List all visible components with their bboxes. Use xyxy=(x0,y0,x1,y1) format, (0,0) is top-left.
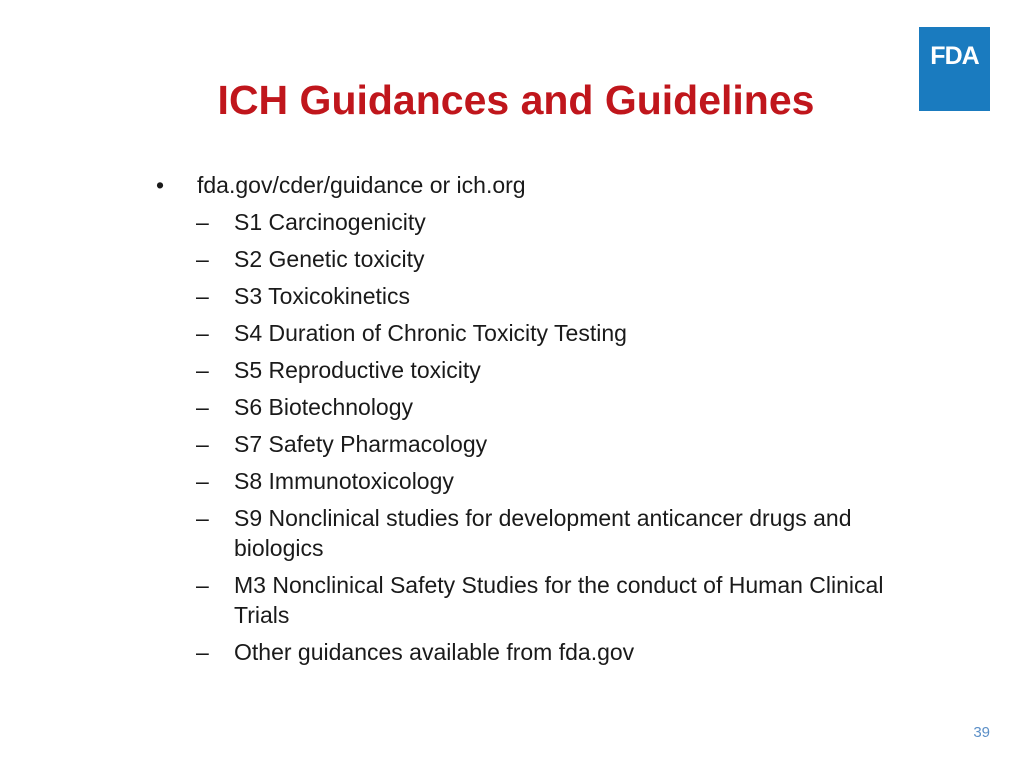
sub-item-text: S7 Safety Pharmacology xyxy=(234,431,488,457)
page-number: 39 xyxy=(973,724,990,741)
dash-marker: – xyxy=(196,320,209,346)
sub-item xyxy=(150,281,890,311)
sub-list xyxy=(150,207,890,667)
sub-item-text: S3 Toxicokinetics xyxy=(234,283,410,309)
sub-item xyxy=(150,392,890,422)
dash-marker: – xyxy=(196,283,209,309)
sub-item xyxy=(150,355,890,385)
sub-item xyxy=(150,207,890,237)
fda-logo-text: FDA xyxy=(930,42,979,70)
sub-item-text: S6 Biotechnology xyxy=(234,394,414,420)
sub-item xyxy=(150,503,890,563)
sub-item-text: S1 Carcinogenicity xyxy=(234,209,426,235)
dash-marker: – xyxy=(196,394,209,420)
main-bullet-text: fda.gov/cder/guidance or ich.org xyxy=(197,172,526,198)
slide-title: ICH Guidances and Guidelines xyxy=(217,77,815,123)
sub-item xyxy=(150,244,890,274)
dash-marker: – xyxy=(196,357,209,383)
sub-item xyxy=(150,318,890,348)
dash-marker: – xyxy=(196,209,209,235)
sub-item-text: S8 Immunotoxicology xyxy=(234,468,454,494)
slide-content xyxy=(150,170,890,674)
dash-marker: – xyxy=(196,639,209,665)
sub-item-text: S9 Nonclinical studies for development anticancer drugs and biologics xyxy=(234,505,852,561)
dash-marker: – xyxy=(196,468,209,494)
sub-item-text: S4 Duration of Chronic Toxicity Testing xyxy=(234,320,627,346)
sub-item-text: S2 Genetic toxicity xyxy=(234,246,425,272)
dash-marker: – xyxy=(196,505,209,531)
sub-item-text: Other guidances available from fda.gov xyxy=(234,639,635,665)
bullet-marker: • xyxy=(156,172,165,198)
sub-item-text: S5 Reproductive toxicity xyxy=(234,357,481,383)
sub-item xyxy=(150,570,890,630)
dash-marker: – xyxy=(196,431,209,457)
dash-marker: – xyxy=(196,246,209,272)
sub-item-text: M3 Nonclinical Safety Studies for the conduct of Human Clinical Trials xyxy=(234,572,884,628)
dash-marker: – xyxy=(196,572,209,598)
main-bullet xyxy=(150,170,890,200)
sub-item xyxy=(150,429,890,459)
sub-item xyxy=(150,466,890,496)
sub-item xyxy=(150,637,890,667)
